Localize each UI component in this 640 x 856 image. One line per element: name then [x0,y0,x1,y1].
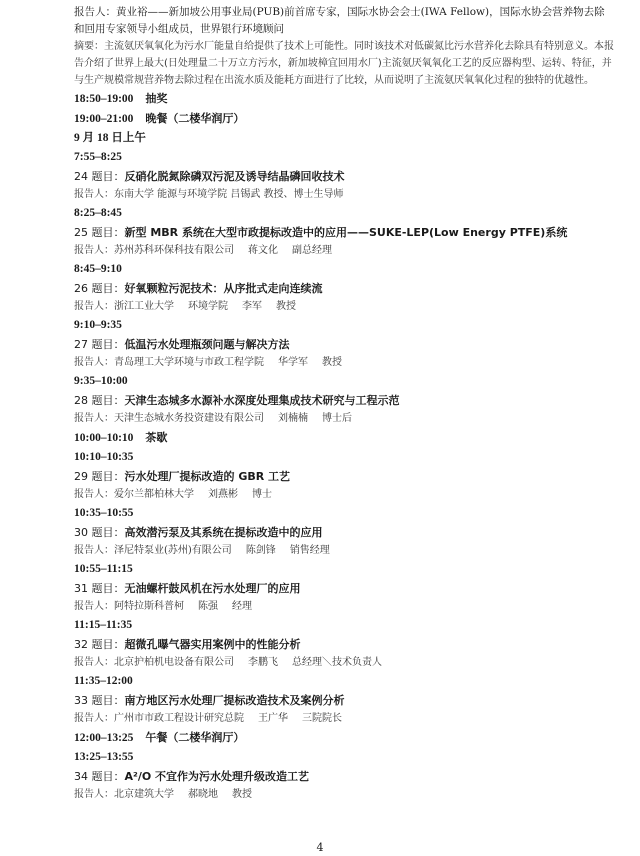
time-range: 8:25–8:45 [74,207,122,219]
schedule-time-slot [74,148,614,167]
reporter-field: 报告人：青岛理工大学环境与市政工程学院 [74,357,264,368]
time-range: 18:50–19:00 [74,93,134,105]
talk-title [74,391,614,410]
talk-number: 32 题目： [74,638,125,651]
time-range: 12:00–13:25 [74,732,134,744]
reporter-field: 报告人：爱尔兰都柏林大学 [74,489,194,500]
talk-reporter [74,186,614,204]
keynote-abstract: 摘要：主流氨厌氧氧化为污水厂能量自给提供了技术上可能性。同时该技术对低碳氮比污水营养化去除具有特别意义。本报告介绍了世界上最大(日处理量二十万立方污水，新加坡樟宜回用水厂)主流氨厌氧氧化工艺的反应器构型、运转、特征，并与生产规模常规营养物去除过程在出流水质及能耗方面进行了比较，从而说明了主流氨厌氧氧化过程的独特的优越性。 [74,41,614,86]
event-label: 晚餐（二楼华润厅） [145,112,245,125]
talk-reporter [74,354,614,372]
talk-number: 30 题目： [74,526,125,539]
talk-title-text: 新型 MBR 系统在大型市政提标改造中的应用——SUKE-LEP(Low Energy PTFE)系统 [124,226,568,239]
schedule-time-slot [74,372,614,391]
talk-reporter [74,654,614,672]
reporter-field: 华学军 [278,357,308,368]
reporter-field: 经理 [232,601,252,612]
reporter-field: 报告人：泽尼特泵业(苏州)有限公司 [74,545,232,556]
time-range: 7:55–8:25 [74,151,122,163]
schedule-time-slot [74,89,614,109]
talk-reporter [74,410,614,428]
talk-number: 28 题目： [74,394,125,407]
talk-title-text: 低温污水处理瓶颈问题与解决方法 [124,338,290,351]
talk-reporter [74,710,614,728]
reporter-field: 报告人：东南大学 能源与环境学院 吕锡武 教授、博士生导师 [74,189,344,200]
reporter-field: 报告人：天津生态城水务投资建设有限公司 [74,413,264,424]
time-range: 9:10–9:35 [74,319,122,331]
schedule-list [74,89,614,804]
schedule-time-slot [74,728,614,748]
talk-title-text: A²/O 不宜作为污水处理升级改造工艺 [124,770,310,783]
time-range: 8:45–9:10 [74,263,122,275]
talk-title [74,691,614,710]
talk-number: 24 题目： [74,170,125,183]
reporter-field: 副总经理 [292,245,332,256]
reporter-field: 李军 [242,301,262,312]
reporter-field: 陈强 [198,601,218,612]
reporter-field: 博士 [252,489,272,500]
talk-title [74,335,614,354]
talk-title [74,467,614,486]
reporter-field: 郝晓地 [188,789,218,800]
talk-number: 29 题目： [74,470,125,483]
reporter-field: 总经理＼技术负责人 [292,657,382,668]
time-range: 10:00–10:10 [74,432,134,444]
reporter-field: 陈剑锋 [245,545,276,556]
talk-title [74,635,614,654]
talk-title-text: 反硝化脱氮除磷双污泥及诱导结晶磷回收技术 [124,170,345,183]
keynote-reporter: 报告人：黄业裕——新加坡公用事业局(PUB)前首席专家，国际水协会会士(IWA Fellow)，国际水协会营养物去除和回用专家领导小组成员，世界银行环境顾问 [74,6,605,35]
reporter-field: 报告人：广州市市政工程设计研究总院 [74,713,244,724]
talk-title-text: 无油螺杆鼓风机在污水处理厂的应用 [124,582,301,595]
page-number: 4 [316,841,324,854]
talk-title-text: 高效潜污泵及其系统在提标改造中的应用 [124,526,323,539]
time-range: 10:55–11:15 [74,563,133,575]
reporter-field: 博士后 [322,413,352,424]
talk-title [74,167,614,186]
talk-reporter [74,598,614,616]
event-label: 茶歇 [145,431,168,444]
time-range: 10:10–10:35 [74,451,134,463]
reporter-field: 三院院长 [302,713,342,724]
schedule-time-slot [74,672,614,691]
reporter-field: 刘燕彬 [208,489,238,500]
reporter-field: 环境学院 [188,301,228,312]
talk-title-text: 好氧颗粒污泥技术：从序批式走向连续流 [124,282,323,295]
schedule-time-slot [74,204,614,223]
talk-number: 27 题目： [74,338,125,351]
talk-title-text: 天津生态城多水源补水深度处理集成技术研究与工程示范 [124,394,400,407]
event-label: 抽奖 [145,92,168,105]
reporter-field: 报告人：浙江工业大学 [74,301,174,312]
reporter-field: 刘楠楠 [278,413,308,424]
reporter-field: 销售经理 [289,545,330,556]
reporter-field: 李鹏飞 [248,657,278,668]
talk-number: 31 题目： [74,582,125,595]
time-range: 13:25–13:55 [74,751,134,763]
schedule-time-slot [74,109,614,129]
schedule-time-slot [74,448,614,467]
talk-title [74,767,614,786]
reporter-field: 教授 [276,301,296,312]
talk-title [74,223,614,242]
reporter-field: 教授 [322,357,342,368]
schedule-content [74,4,614,804]
time-range: 9 月 18 日上午 [74,132,146,144]
reporter-field: 报告人：苏州苏科环保科技有限公司 [74,245,234,256]
talk-title-text: 南方地区污水处理厂提标改造技术及案例分析 [124,694,345,707]
talk-title-text: 超微孔曝气器实用案例中的性能分析 [124,638,301,651]
schedule-time-slot [74,560,614,579]
reporter-field: 报告人：北京护柏机电设备有限公司 [74,657,234,668]
reporter-field: 教授 [232,789,252,800]
talk-number: 34 题目： [74,770,125,783]
talk-title [74,279,614,298]
talk-number: 33 题目： [74,694,125,707]
talk-reporter [74,542,614,560]
talk-reporter [74,242,614,260]
talk-title [74,523,614,542]
talk-title-text: 污水处理厂提标改造的 GBR 工艺 [124,470,291,483]
talk-reporter [74,298,614,316]
schedule-time-slot [74,748,614,767]
schedule-time-slot [74,428,614,448]
reporter-field: 报告人：阿特拉斯科普柯 [74,601,184,612]
event-label: 午餐（二楼华润厅） [145,731,245,744]
reporter-field: 报告人：北京建筑大学 [74,789,174,800]
talk-number: 25 题目： [74,226,125,239]
talk-reporter [74,786,614,804]
reporter-field: 蒋文化 [248,245,278,256]
schedule-time-slot [74,260,614,279]
time-range: 19:00–21:00 [74,113,134,125]
talk-reporter [74,486,614,504]
talk-number: 26 题目： [74,282,125,295]
time-range: 11:15–11:35 [74,619,133,631]
time-range: 9:35–10:00 [74,375,128,387]
schedule-time-slot [74,504,614,523]
schedule-time-slot [74,129,614,148]
time-range: 10:35–10:55 [74,507,134,519]
schedule-time-slot [74,616,614,635]
reporter-field: 王广华 [258,713,288,724]
schedule-time-slot [74,316,614,335]
time-range: 11:35–12:00 [74,675,133,687]
talk-title [74,579,614,598]
